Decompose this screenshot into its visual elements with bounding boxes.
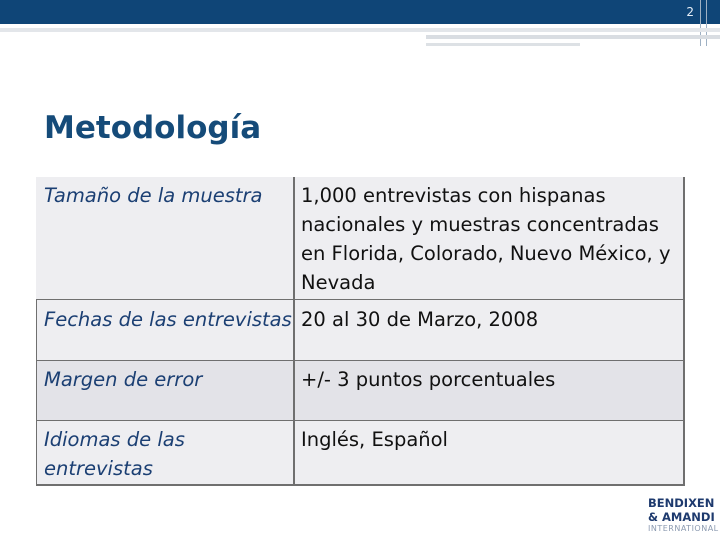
logo-text: BENDIXEN bbox=[648, 496, 715, 510]
table-divider bbox=[36, 420, 685, 421]
top-header-bar bbox=[0, 0, 720, 24]
table-row-label: Fechas de las entrevistas bbox=[44, 308, 292, 331]
table-row-value: 20 al 30 de Marzo, 2008 bbox=[301, 308, 539, 331]
company-logo bbox=[648, 496, 718, 534]
logo-text: INTERNATIONAL bbox=[648, 524, 719, 533]
slide-title: Metodología bbox=[44, 110, 262, 146]
table-row-value: Inglés, Español bbox=[301, 428, 448, 451]
table-row-label: Margen de error bbox=[44, 368, 203, 391]
table-divider bbox=[36, 360, 685, 361]
table-row-value: 1,000 entrevistas con hispanas nacionales y muestras concentradas en Florida, Colorado, Nuevo México, y Nevada bbox=[301, 184, 671, 294]
methodology-table bbox=[36, 177, 685, 486]
table-divider bbox=[293, 177, 295, 486]
decorative-stripe bbox=[0, 28, 720, 32]
decorative-stripe bbox=[426, 43, 580, 46]
table-border bbox=[36, 299, 37, 486]
table-row-label: Tamaño de la muestra bbox=[44, 184, 263, 207]
table-border bbox=[36, 484, 685, 486]
table-divider bbox=[36, 299, 685, 300]
table-row-label: Idiomas de las entrevistas bbox=[44, 428, 185, 480]
decorative-line bbox=[706, 0, 707, 46]
table-row-value: +/- 3 puntos porcentuales bbox=[301, 368, 556, 391]
decorative-stripe bbox=[426, 35, 720, 39]
table-border bbox=[683, 177, 685, 486]
page-number: 2 bbox=[686, 5, 694, 19]
logo-text: & AMANDI bbox=[648, 510, 715, 524]
decorative-line bbox=[700, 0, 701, 46]
